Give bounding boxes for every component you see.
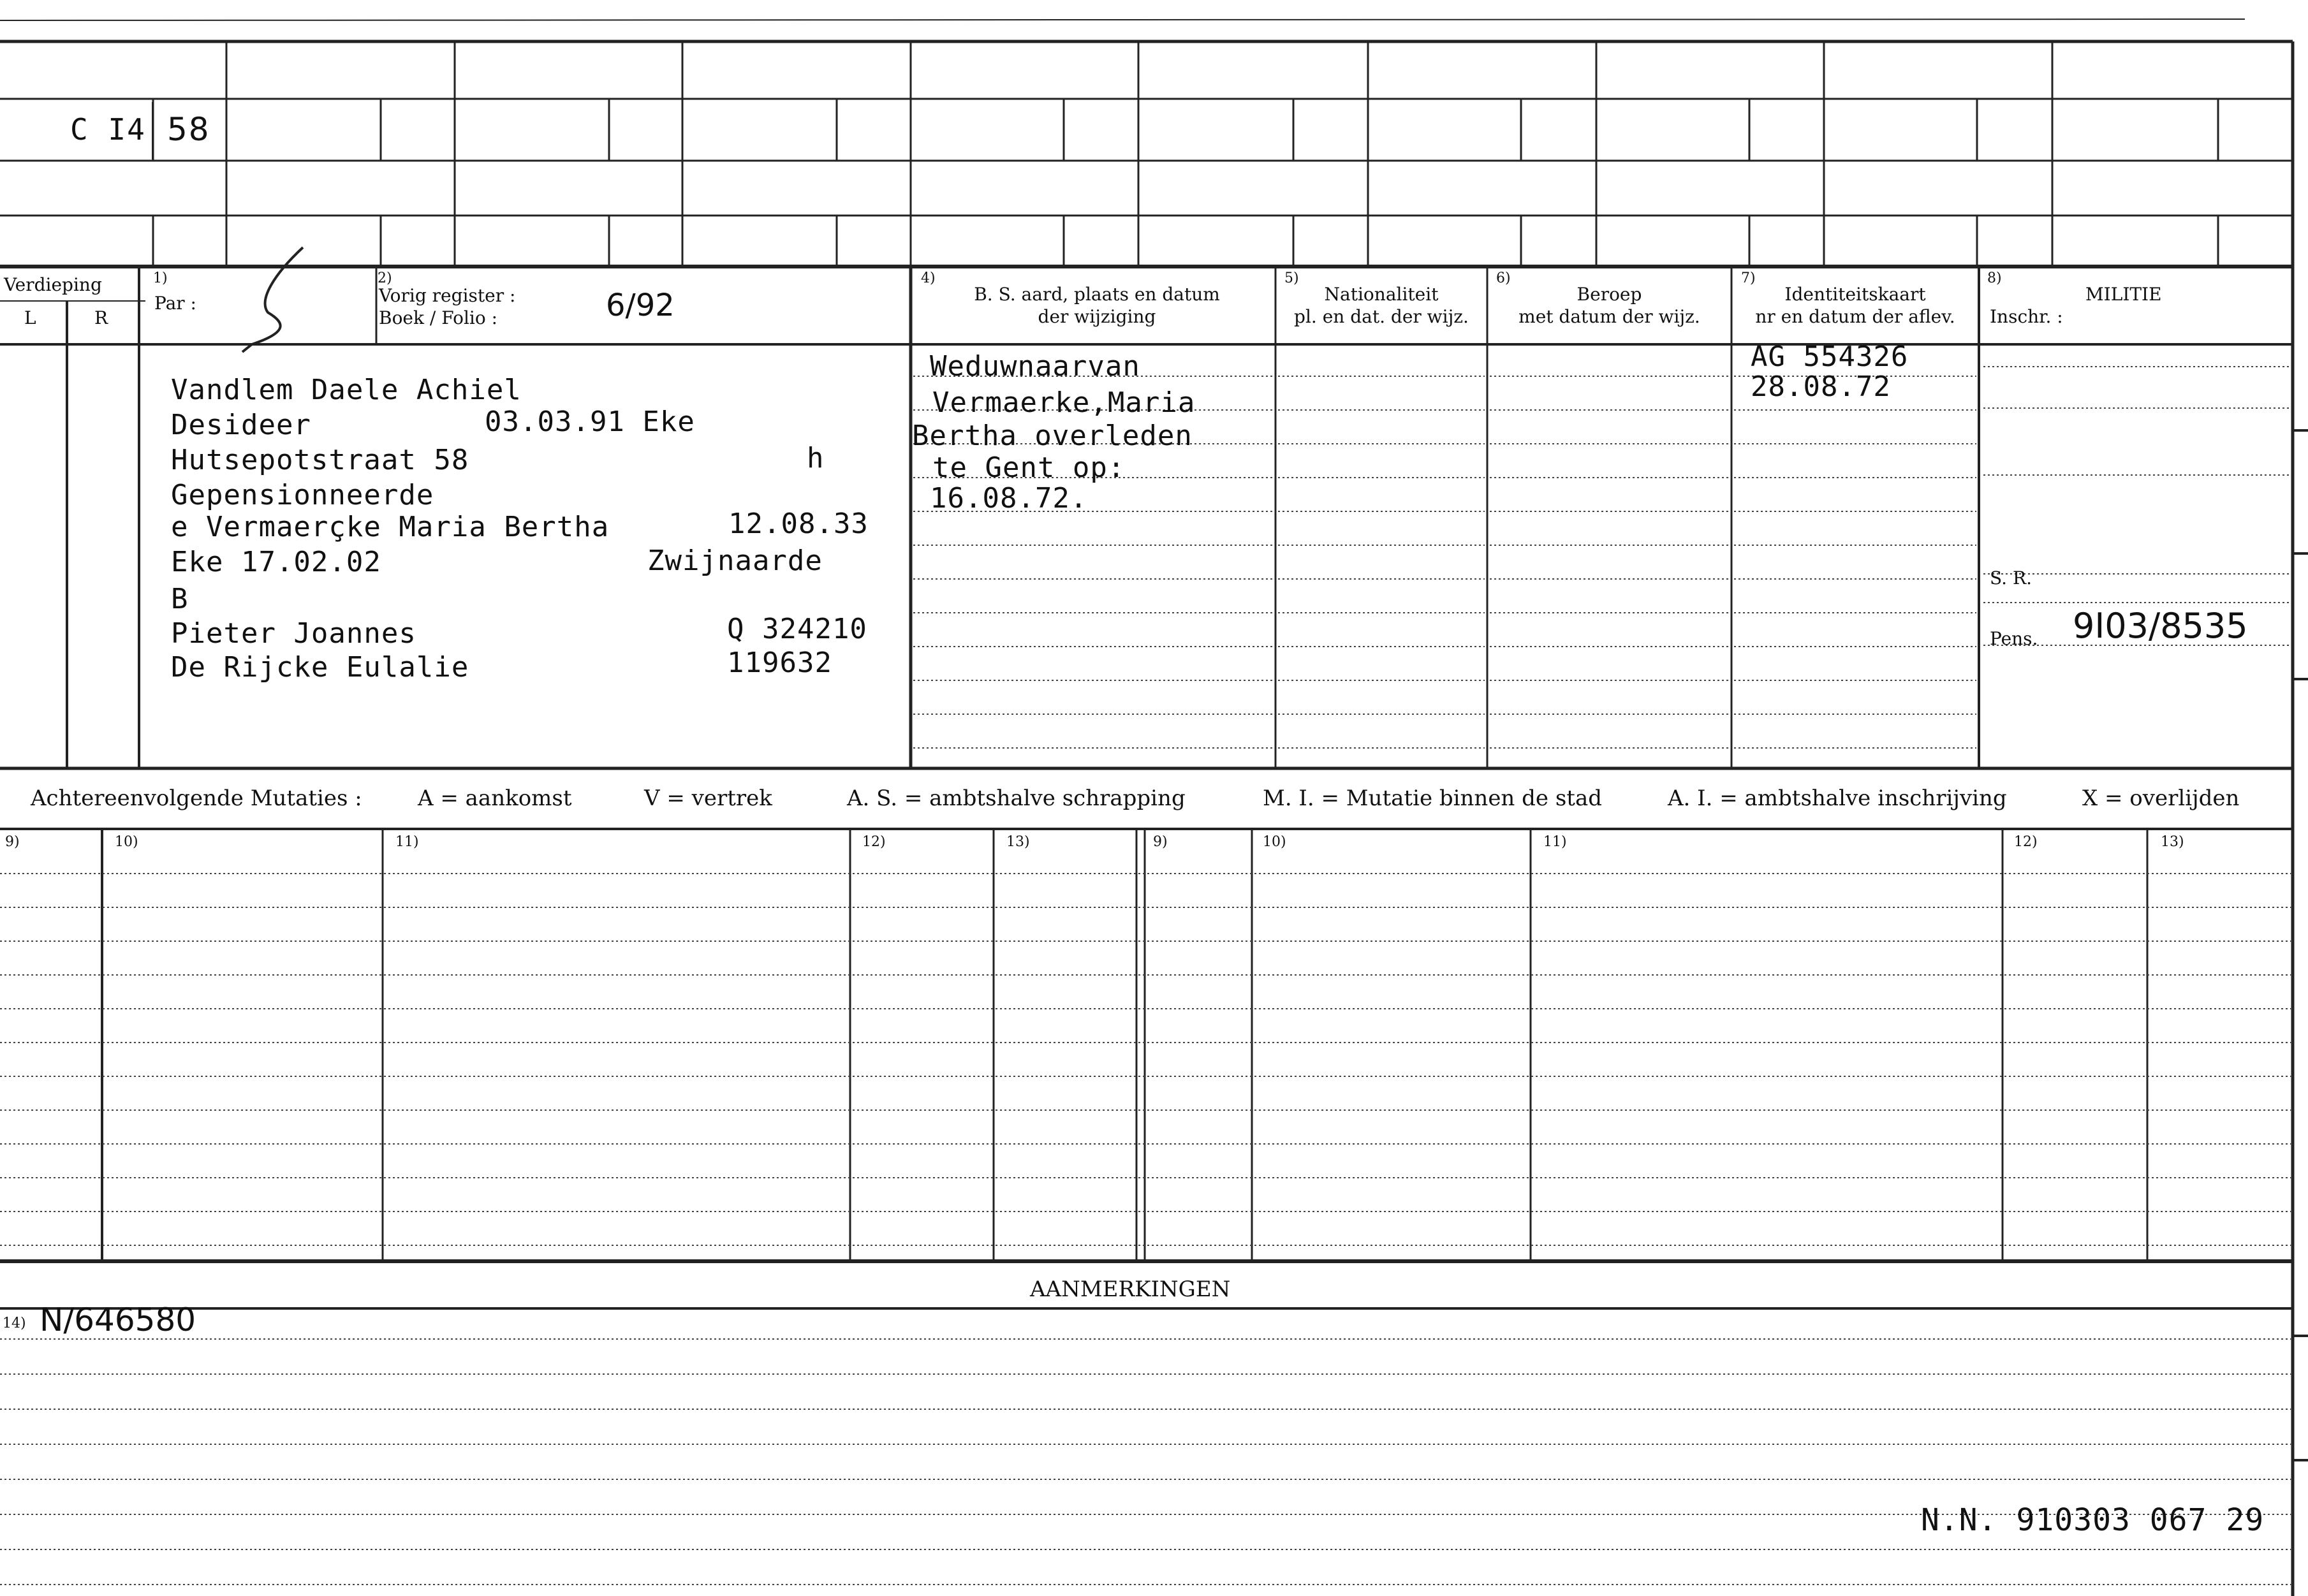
legend-item: A. I. = ambtshalve inschrijving: [1668, 786, 2007, 811]
bs-line: Bertha overleden: [912, 420, 1193, 452]
vorig-register-label: Vorig register :: [379, 285, 516, 306]
beroep-header-1: Beroep: [1577, 284, 1642, 305]
person-h: h: [807, 442, 825, 474]
nat-header-2: pl. en dat. der wijz.: [1294, 306, 1469, 327]
person-birth: 03.03.91 Eke: [485, 406, 695, 438]
verdieping-l: L: [24, 307, 36, 328]
par-label: Par :: [154, 293, 196, 314]
remarks-title: AANMERKINGEN: [1030, 1277, 1231, 1302]
verdieping-label: Verdieping: [4, 274, 102, 295]
person-spouse: e Vermaerçke Maria Bertha: [171, 511, 610, 543]
militie-header: MILITIE: [2085, 284, 2162, 305]
boek-folio-label: Boek / Folio :: [379, 307, 498, 328]
bs-line: Weduwnaarvan: [930, 350, 1140, 383]
mutation-col-num: 9): [5, 834, 20, 850]
bs-header-1: B. S. aard, plaats en datum: [974, 284, 1220, 305]
mutation-col-num: 9): [1153, 834, 1168, 850]
person-mother-code: 119632: [727, 647, 832, 679]
register-code: C I4: [70, 112, 146, 147]
remarks-num: 14): [3, 1315, 26, 1331]
vorig-num: 2): [378, 270, 392, 286]
id-card-number: AG 554326: [1751, 340, 1909, 373]
militie-num: 8): [1987, 270, 2002, 286]
mutation-col-num: 11): [1543, 834, 1567, 850]
bs-header-2: der wijziging: [1038, 306, 1156, 327]
person-father: Pieter Joannes: [171, 617, 416, 650]
mutation-col-num: 12): [862, 834, 886, 850]
verdieping-r: R: [94, 307, 108, 328]
ref-divider: [152, 102, 154, 159]
footer-reference: N.N. 910303 067 29: [1921, 1502, 2265, 1538]
mutation-col-num: 10): [115, 834, 138, 850]
legend-title: Achtereenvolgende Mutaties :: [31, 786, 362, 811]
pens-value: 9I03/8535: [2073, 606, 2248, 646]
remarks-value: N/646580: [40, 1301, 196, 1338]
nat-header-1: Nationaliteit: [1324, 284, 1439, 305]
bs-line: te Gent op:: [932, 451, 1126, 484]
mutation-col-num: 13): [1006, 834, 1030, 850]
par-mark: [242, 247, 303, 352]
inschr-label: Inschr. :: [1990, 306, 2063, 327]
pens-label: Pens.: [1990, 628, 2038, 649]
bs-num: 4): [921, 270, 936, 286]
person-address: Hutsepotstraat 58: [171, 444, 469, 476]
legend-item: V = vertrek: [644, 786, 772, 811]
mutation-col-num: 12): [2014, 834, 2038, 850]
person-mother: De Rijcke Eulalie: [171, 651, 469, 684]
mutation-col-num: 10): [1263, 834, 1286, 850]
id-card-date: 28.08.72: [1751, 370, 1891, 403]
beroep-header-2: met datum der wijz.: [1518, 306, 1700, 327]
beroep-num: 6): [1496, 270, 1511, 286]
id-header-2: nr en datum der aflev.: [1755, 306, 1955, 327]
id-header-1: Identiteitskaart: [1784, 284, 1926, 305]
person-father-code: Q 324210: [727, 613, 867, 645]
person-b: B: [171, 583, 189, 615]
person-spouse-birth: Eke 17.02.02: [171, 546, 381, 578]
bs-line: Vermaerke,Maria: [932, 386, 1196, 419]
person-occupation: Gepensionneerde: [171, 479, 434, 511]
person-spouse-place: Zwijnaarde: [647, 545, 823, 577]
boek-folio-value: 6/92: [606, 288, 675, 323]
sr-label: S. R.: [1990, 567, 2032, 589]
legend-item: A. S. = ambtshalve schrapping: [847, 786, 1186, 811]
person-given-name: Desideer: [171, 409, 311, 441]
mutation-col-num: 13): [2161, 834, 2184, 850]
par-num: 1): [153, 270, 168, 286]
id-num: 7): [1741, 270, 1756, 286]
nat-num: 5): [1284, 270, 1299, 286]
register-number: 58: [167, 111, 210, 148]
legend-item: A = aankomst: [418, 786, 572, 811]
legend-item: X = overlijden: [2082, 786, 2240, 811]
person-name: Vandlem Daele Achiel: [171, 374, 522, 406]
mutation-col-num: 11): [395, 834, 419, 850]
person-spouse-date: 12.08.33: [728, 508, 869, 540]
bs-line: 16.08.72.: [930, 482, 1088, 515]
legend-item: M. I. = Mutatie binnen de stad: [1263, 786, 1602, 811]
